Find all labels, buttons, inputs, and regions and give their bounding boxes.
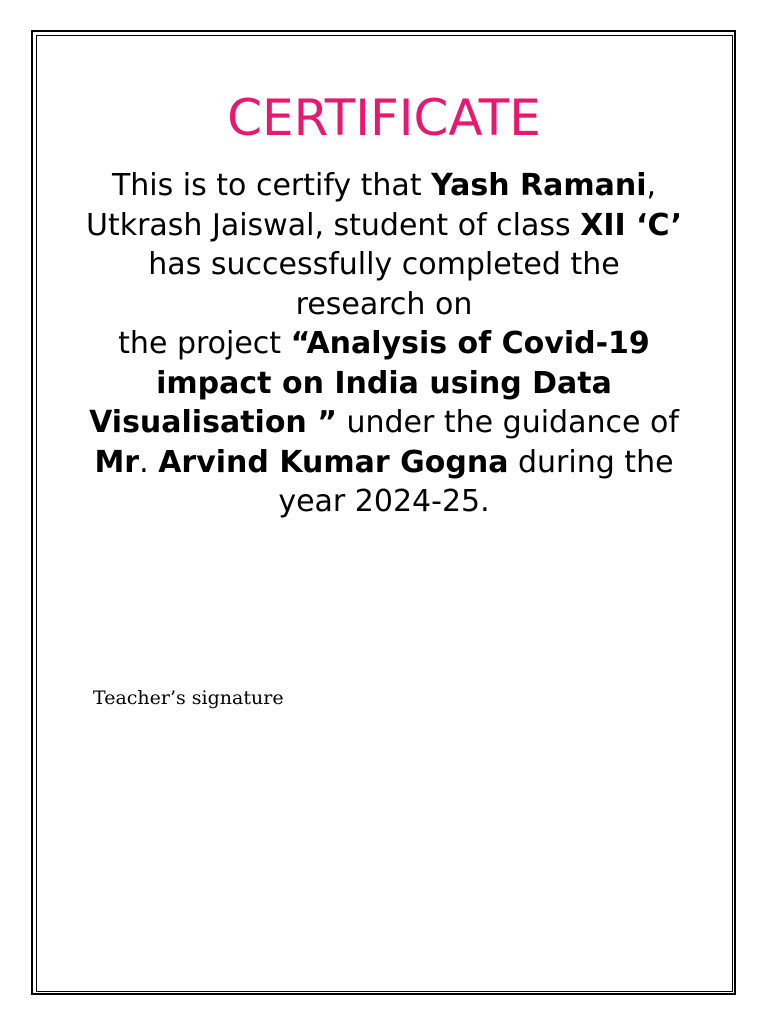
co-student-name: Utkrash Jaiswal bbox=[85, 207, 315, 243]
completion-text: has successfully completed the research on bbox=[148, 247, 620, 322]
comma-separator: , bbox=[646, 168, 657, 203]
dot-separator: . bbox=[139, 444, 159, 480]
certificate-body bbox=[84, 166, 684, 522]
project-title: “Analysis of Covid-19 impact on India using Data bbox=[156, 326, 650, 401]
class-prefix: , student of class bbox=[314, 207, 581, 243]
year-text: during the year 2024-25. bbox=[278, 444, 674, 519]
intro-text: This is to certify that bbox=[111, 168, 432, 203]
certificate-title: CERTIFICATE bbox=[227, 89, 541, 147]
teacher-title: Mr bbox=[94, 444, 140, 480]
guidance-text: under the guidance of bbox=[336, 405, 679, 440]
project-title-continued: Visualisation ” bbox=[89, 405, 337, 440]
student-name: Yash Ramani bbox=[431, 168, 647, 203]
teacher-signature-label: Teacher’s signature bbox=[93, 687, 284, 709]
project-prefix: the project bbox=[118, 326, 291, 361]
teacher-name: Arvind Kumar Gogna bbox=[158, 444, 509, 480]
class-name: XII ‘C’ bbox=[580, 207, 683, 243]
